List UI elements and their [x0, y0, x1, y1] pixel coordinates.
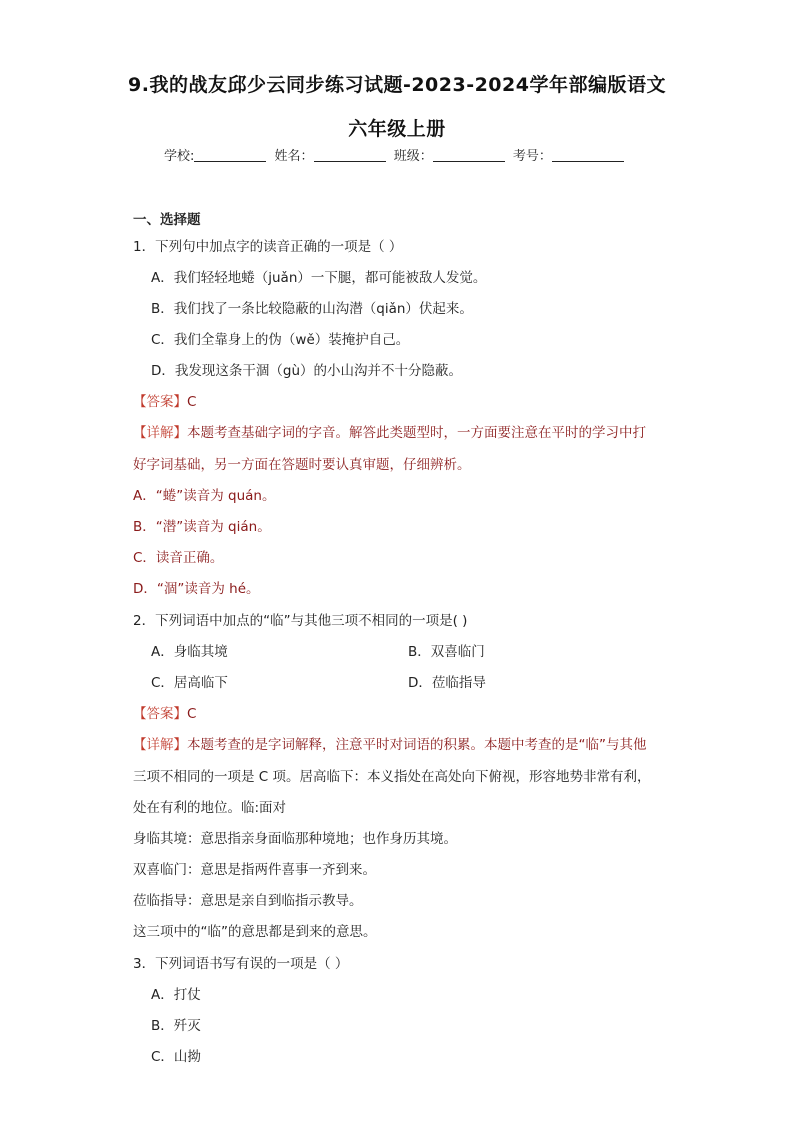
q1-option-d: D．我发现这条干涸（gù）的小山沟并不十分隐蔽。 — [151, 363, 463, 379]
q1-answer — [133, 390, 196, 410]
q2-stem: 2．下列词语中加点的“临”与其他三项不相同的一项是( ) — [133, 613, 468, 629]
q2-detail-text1: 本题考查的是字词解释，注意平时对词语的积累。本题中考查的是“临”与其他 — [187, 737, 647, 753]
q2-option-c: C．居高临下 — [151, 675, 228, 691]
q1-detail-tag: 【详解】 — [133, 425, 187, 441]
q1-detail-line2: 好字词基础，另一方面在答题时要认真审题，仔细辨析。 — [133, 457, 471, 473]
q1-detail-line4: B．“潜”读音为 qián。 — [133, 519, 271, 535]
school-blank[interactable] — [194, 148, 266, 162]
q2-detail-line1 — [133, 733, 647, 753]
q1-detail-line1 — [133, 421, 646, 441]
q1-detail-line5: C．读音正确。 — [133, 550, 224, 566]
document-title-line1: 9.我的战友邱少云同步练习试题-2023-2024学年部编版语文 — [128, 74, 666, 96]
name-label: 姓名： — [274, 149, 314, 164]
q1-stem: 1．下列句中加点字的读音正确的一项是（ ） — [133, 239, 403, 255]
q2-detail-tag: 【详解】 — [133, 737, 187, 753]
q1-detail-line6: D．“涸”读音为 hé。 — [133, 581, 260, 597]
q2-detail-line2: 三项不相同的一项是 C 项。居高临下：本义指处在高处向下俯视，形容地势非常有利， — [133, 769, 651, 785]
q1-option-b: B．我们找了一条比较隐蔽的山沟潜（qiǎn）伏起来。 — [151, 301, 473, 317]
q1-answer-value: C — [187, 394, 197, 410]
q1-option-c: C．我们全靠身上的伪（wě）装掩护自己。 — [151, 332, 410, 348]
class-label: 班级： — [393, 149, 433, 164]
q2-option-a: A．身临其境 — [151, 644, 228, 660]
section-heading: 一、选择题 — [133, 212, 201, 228]
q3-option-b: B．歼灭 — [151, 1018, 201, 1034]
student-info-fields — [164, 145, 628, 164]
document-title-line2: 六年级上册 — [348, 118, 446, 140]
q1-answer-tag: 【答案】 — [133, 394, 187, 410]
q2-detail-line5: 双喜临门：意思是指两件喜事一齐到来。 — [133, 862, 376, 878]
q3-stem: 3．下列词语书写有误的一项是（ ） — [133, 956, 349, 972]
exam-number-blank[interactable] — [552, 148, 624, 162]
q2-detail-line3: 处在有利的地位。临:面对 — [133, 800, 287, 816]
q3-option-c: C．山拗 — [151, 1049, 201, 1065]
q2-detail-line7: 这三项中的“临”的意思都是到来的意思。 — [133, 924, 377, 940]
q2-option-d: D．莅临指导 — [408, 675, 486, 691]
q1-detail-text1: 本题考查基础字词的字音。解答此类题型时，一方面要注意在平时的学习中打 — [187, 425, 646, 441]
q2-answer — [133, 702, 196, 722]
exam-number-label: 考号： — [512, 149, 552, 164]
school-label: 学校: — [164, 149, 195, 164]
q2-detail-line4: 身临其境：意思指亲身面临那种境地；也作身历其境。 — [133, 831, 457, 847]
q2-answer-value: C — [187, 706, 197, 722]
q2-option-b: B．双喜临门 — [408, 644, 485, 660]
q1-option-a: A．我们轻轻地蜷（juǎn）一下腿，都可能被敌人发觉。 — [151, 270, 487, 286]
q3-option-a: A．打仗 — [151, 987, 201, 1003]
class-blank[interactable] — [433, 148, 505, 162]
name-blank[interactable] — [314, 148, 386, 162]
q2-answer-tag: 【答案】 — [133, 706, 187, 722]
q1-detail-line3: A．“蜷”读音为 quán。 — [133, 488, 276, 504]
q2-detail-line6: 莅临指导：意思是亲自到临指示教导。 — [133, 893, 363, 909]
